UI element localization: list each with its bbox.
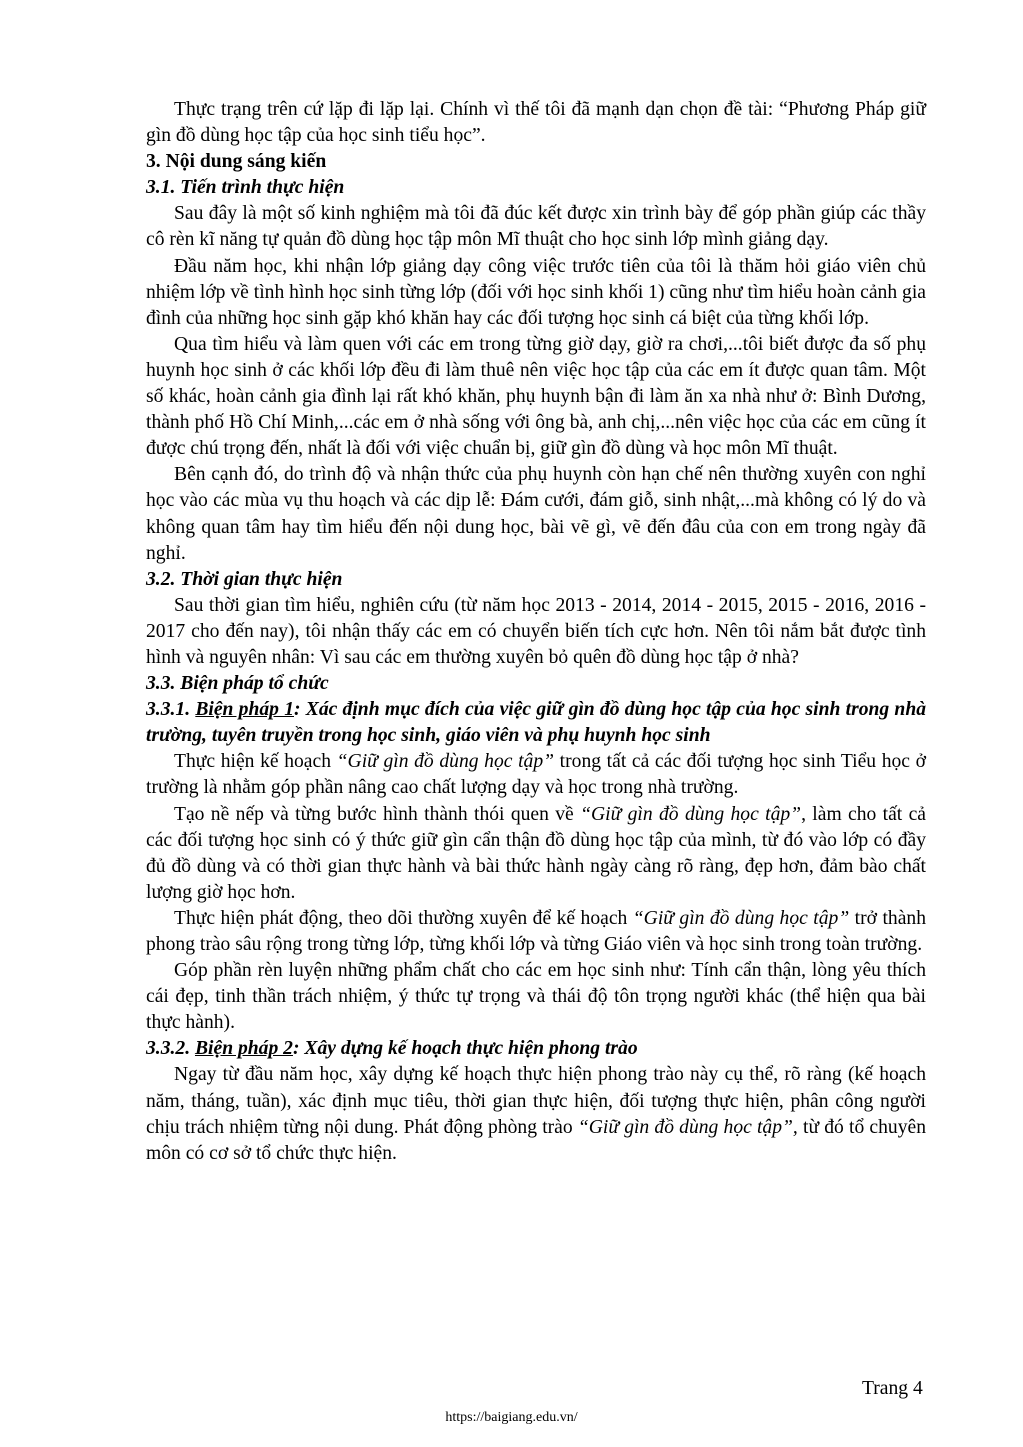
heading-3-3-1 xyxy=(146,697,926,749)
paragraph-8 xyxy=(146,802,926,906)
text-run-italic: “Giữ gìn đồ dùng học tập” xyxy=(336,751,555,773)
paragraph-intro: Thực trạng trên cứ lặp đi lặp lại. Chính vì thế tôi đã mạnh dạn chọn đề tài: “Phương Pháp giữ gìn đồ dùng học tập của học sinh tiểu học”. xyxy=(146,99,926,147)
text-run: Tạo nề nếp và từng bước hình thành thói quen về xyxy=(174,803,581,825)
paragraph-7 xyxy=(146,749,926,801)
heading-label: Biện pháp 2 xyxy=(194,1038,293,1060)
text-run: từ đó tổ chuyên môn có cơ sở tổ chức thực hiện. xyxy=(146,1116,926,1164)
heading-number: 3.3.2. xyxy=(146,1038,195,1060)
document-body xyxy=(146,97,926,1167)
text-run: trong tất cả các đối tượng học sinh Tiểu học ở trường là nhằm góp phần nâng cao chất lượng dạy và học trong nhà trường. xyxy=(146,751,926,799)
heading-3-3: 3.3. Biện pháp tổ chức xyxy=(146,673,329,695)
heading-3-3-2 xyxy=(146,1036,926,1062)
paragraph-2: Sau đây là một số kinh nghiệm mà tôi đã đúc kết được xin trình bày để góp phần giúp các thầy cô rèn kĩ năng tự quản đồ dùng học tập môn Mĩ thuật cho học sinh lớp mình giảng dạy. xyxy=(146,203,926,251)
paragraph-5: Bên cạnh đó, do trình độ và nhận thức của phụ huynh còn hạn chế nên thường xuyên con nghỉ học vào các mùa vụ thu hoạch và các dịp lễ: Đám cưới, đám giỗ, sinh nhật,...mà không có lý do và không quan tâm hay tìm hiểu đến nội dung học, bài vẽ gì, vẽ đến đâu của con em trong ngày đã nghỉ. xyxy=(146,464,926,564)
page-number: Trang 4 xyxy=(862,1378,923,1399)
paragraph-11 xyxy=(146,1062,926,1166)
paragraph-6: Sau thời gian tìm hiểu, nghiên cứu (từ năm học 2013 - 2014, 2014 - 2015, 2015 - 2016, 2016 - 2017 cho đến nay), tôi nhận thấy các em có chuyển biến tích cực hơn. Nên tôi nắm bắt được tình hình và nguyên nhân: Vì sau các em thường xuyên bỏ quên đồ dùng học tập ở nhà? xyxy=(146,594,926,668)
text-run: , làm cho tất cả các đối tượng học sinh có ý thức giữ gìn cẩn thận đồ dùng học tập của mình, từ đó vào lớp có đầy đủ đồ dùng và có thời gian thực hành và bài thức hành ngày càng rõ ràng, đẹp hơn, đảm bào chất lượng giờ học hơn. xyxy=(146,803,926,903)
text-run: Thực hiện kế hoạch xyxy=(174,751,337,773)
heading-number: 3.3.1. xyxy=(146,699,196,721)
text-run-italic: “Giữ gìn đồ dùng học tập” xyxy=(632,907,850,929)
paragraph-9 xyxy=(146,906,926,958)
paragraph-4: Qua tìm hiểu và làm quen với các em trong từng giờ dạy, giờ ra chơi,...tôi biết được đa số phụ huynh học sinh ở các khối lớp đều đi làm thuê nên việc học tập của các em ít được quan tâm. Một số khác, hoàn cảnh gia đình lại rất khó khăn, phụ huynh bận đi làm ăn xa nhà như ở: Bình Dương, thành phố Hồ Chí Minh,...các em ở nhà sống với ông bà, anh chị,...nên việc học của các em cũng ít được chú trọng đến, nhất là đối với việc chuẩn bị, giữ gìn đồ dùng và học môn Mĩ thuật. xyxy=(146,333,926,460)
footer-url: https://baigiang.edu.vn/ xyxy=(445,1410,578,1425)
text-run: Thực hiện phát động, theo dõi thường xuyên để kế hoạch xyxy=(174,907,633,929)
text-run: trở thành phong trào sâu rộng trong từng lớp, từng khối lớp và từng Giáo viên và học sinh trong toàn trường. xyxy=(146,907,926,955)
text-run-italic: “Giữ gìn đồ dùng học tập” xyxy=(580,803,802,825)
heading-3-2: 3.2. Thời gian thực hiện xyxy=(146,568,343,590)
text-run-italic: “Giữ gìn đồ dùng học tập”, xyxy=(577,1116,798,1138)
paragraph-3: Đầu năm học, khi nhận lớp giảng dạy công việc trước tiên của tôi là thăm hỏi giáo viên chủ nhiệm lớp về tình hình học sinh từng lớp (đối với học sinh khối 1) cũng như tìm hiểu hoàn cảnh gia đình của những học sinh gặp khó khăn hay các đối tượng học sinh cá biệt của từng khối lớp. xyxy=(146,255,926,329)
paragraph-10: Góp phần rèn luyện những phẩm chất cho các em học sinh như: Tính cẩn thận, lòng yêu thích cái đẹp, tinh thần trách nhiệm, ý thức tự trọng và thái độ tôn trọng người khác (thể hiện qua bài thực hành). xyxy=(146,960,926,1034)
heading-text: : Xây dựng kế hoạch thực hiện phong trào xyxy=(292,1038,638,1060)
text-run: Ngay từ đầu năm học, xây dựng kế hoạch thực hiện phong trào này cụ thể, rõ ràng (kế hoạch năm, tháng, tuần), xác định mục tiêu, thời gian thực hiện, đối tượng thực hiện, phân công người chịu trách nhiệm từng nội dung. Phát động phòng trào xyxy=(146,1064,926,1138)
heading-3-1: 3.1. Tiến trình thực hiện xyxy=(146,177,345,199)
heading-3: 3. Nội dung sáng kiến xyxy=(146,151,327,173)
heading-label: Biện pháp 1 xyxy=(195,699,294,721)
heading-text: : Xác định mục đích của việc giữ gìn đồ dùng học tập của học sinh trong nhà trường, tuyên truyền trong học sinh, giáo viên và phụ huynh học sinh xyxy=(146,699,927,747)
